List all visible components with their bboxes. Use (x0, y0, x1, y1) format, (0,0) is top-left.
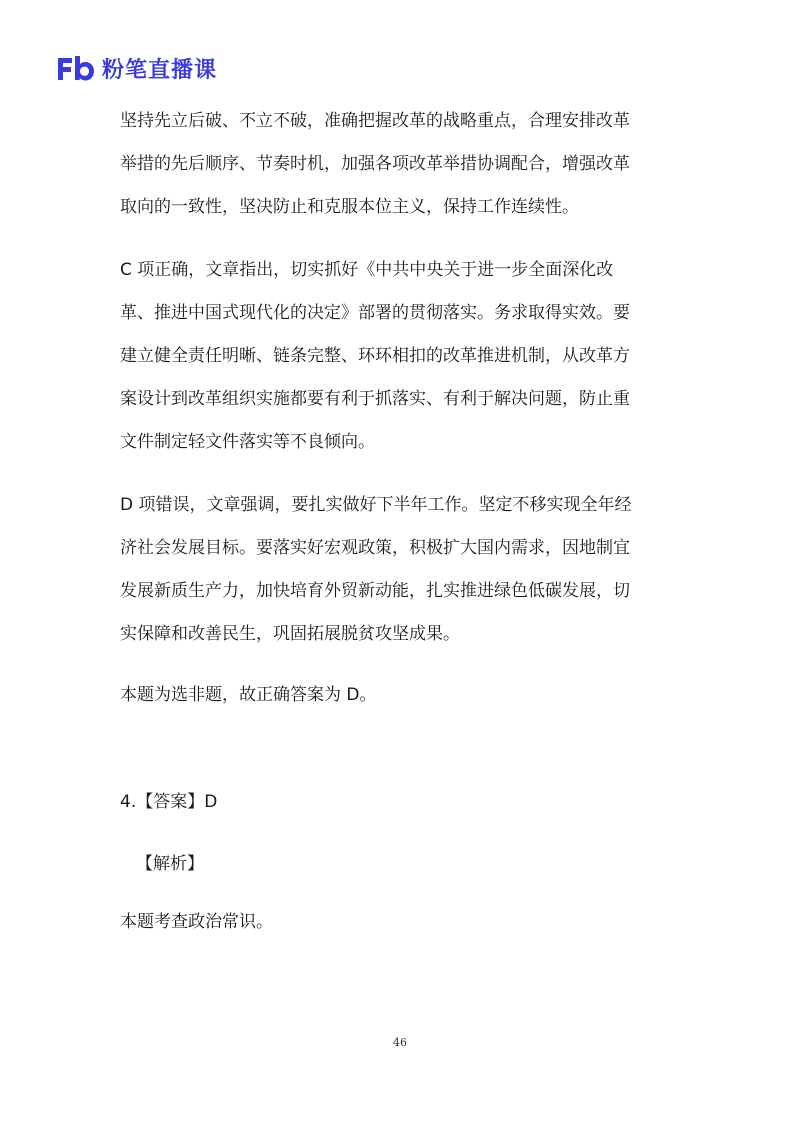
paragraph-principles (120, 100, 680, 229)
text-line: 坚持先立后破、不立不破，准确把握改革的战略重点，合理安排改革 (120, 111, 630, 131)
text-line: 取向的一致性，坚决防止和克服本位主义，保持工作连续性。 (120, 197, 579, 217)
fb-logo-icon (56, 54, 96, 82)
paragraph-option-c (120, 249, 680, 464)
text-line: 本题为选非题，故正确答案为 D。 (120, 685, 377, 705)
topic-statement: 本题考查政治常识。 (120, 912, 273, 932)
main-content (120, 100, 680, 717)
text-line: 案设计到改革组织实施都要有利于抓落实、有利于解决问题，防止重 (120, 389, 630, 409)
text-line: 济社会发展目标。要落实好宏观政策，积极扩大国内需求，因地制宜 (120, 538, 630, 558)
analysis-label: 【解析】 (136, 854, 204, 874)
answer-heading: 4.【答案】D (120, 792, 218, 812)
text-line: 发展新质生产力，加快培育外贸新动能，扎实推进绿色低碳发展，切 (120, 581, 630, 601)
text-line: 实保障和改善民生，巩固拓展脱贫攻坚成果。 (120, 624, 460, 644)
paragraph-option-d (120, 484, 680, 656)
text-line: 举措的先后顺序、节奏时机，加强各项改革举措协调配合，增强改革 (120, 154, 630, 174)
page-number: 46 (393, 1036, 407, 1049)
brand-name: 粉笔直播课 (102, 57, 218, 83)
header (56, 52, 217, 84)
text-line: 革、推进中国式现代化的决定》部署的贯彻落实。务求取得实效。要 (120, 303, 630, 323)
text-line: C 项正确，文章指出，切实抓好《中共中央关于进一步全面深化改 (120, 260, 614, 280)
text-line: D 项错误，文章强调，要扎实做好下半年工作。坚定不移实现全年经 (120, 495, 632, 515)
text-line: 建立健全责任明晰、链条完整、环环相扣的改革推进机制，从改革方 (120, 346, 630, 366)
text-line: 文件制定轻文件落实等不良倾向。 (120, 432, 375, 452)
paragraph-conclusion (120, 674, 680, 717)
